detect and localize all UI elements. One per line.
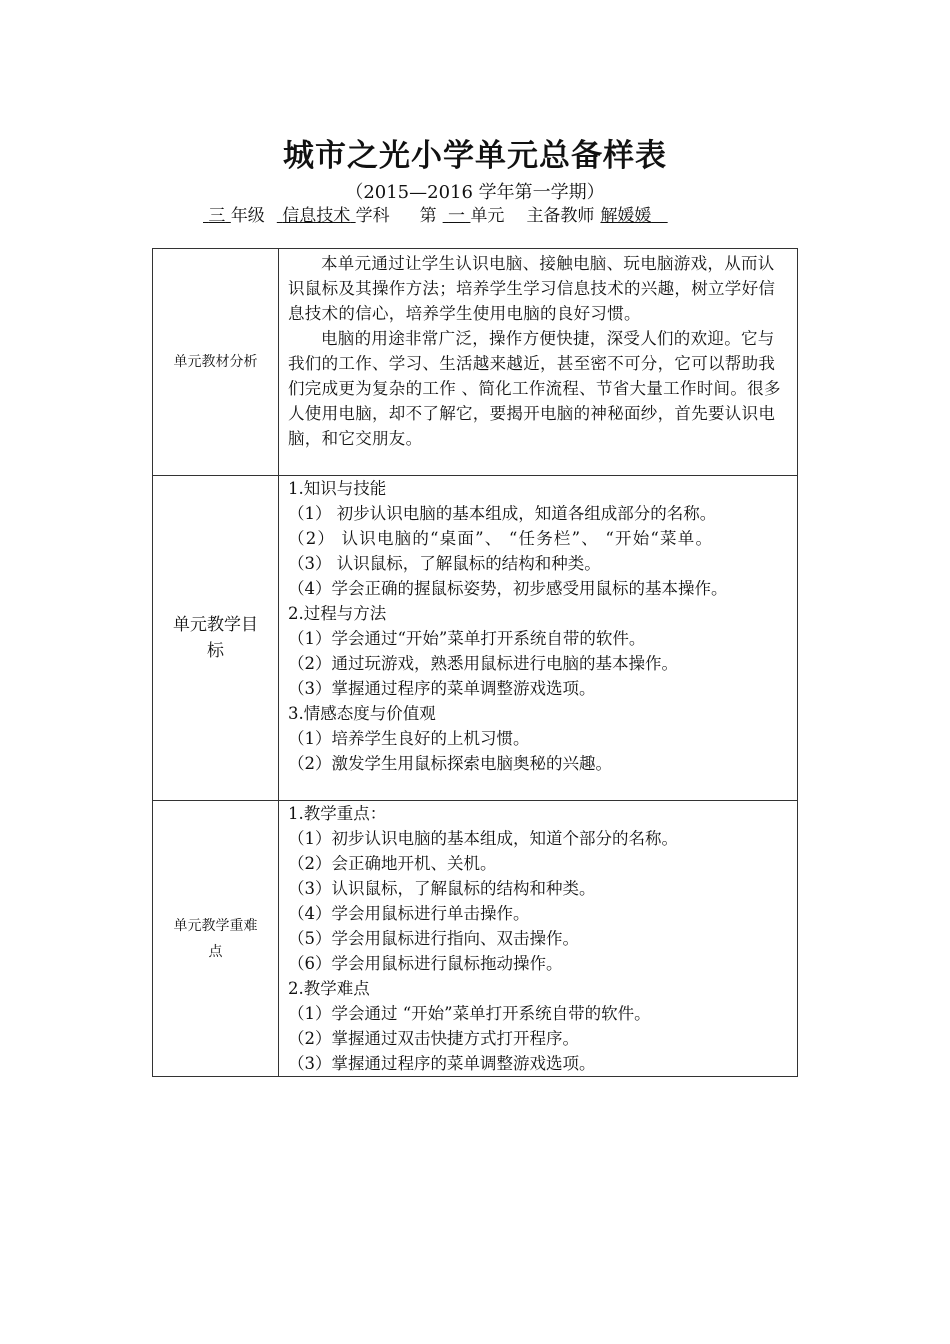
key-points-item: （4）学会用鼠标进行单击操作。 [288, 904, 530, 923]
table-row-analysis [153, 249, 798, 476]
key-points-item: （1）初步认识电脑的基本组成，知道个部分的名称。 [288, 829, 678, 848]
analysis-paragraph: 本单元通过让学生认识电脑、接触电脑、玩电脑游戏，从而认识鼠标及其操作方法；培养学生学习信息技术的兴趣，树立学好信息技术的信心，培养学生使用电脑的良好习惯。 [288, 254, 776, 323]
goals-item: （1） 初步认识电脑的基本组成，知道各组成部分的名称。 [288, 504, 717, 523]
analysis-content [279, 249, 798, 476]
goals-item: 3.情感态度与价值观 [288, 704, 436, 723]
key-points-item: （1）学会通过 “开始”菜单打开系统自带的软件。 [288, 1004, 651, 1023]
table-row-key-points [153, 801, 798, 1077]
unit-prefix: 第 [419, 206, 437, 226]
analysis-label: 单元教材分析 [153, 249, 279, 476]
page-title: 城市之光小学单元总备样表 [283, 138, 667, 174]
key-points-content [279, 801, 798, 1077]
goals-item: （4）学会正确的握鼠标姿势，初步感受用鼠标的基本操作。 [288, 579, 728, 598]
goals-item: （2）通过玩游戏，熟悉用鼠标进行电脑的基本操作。 [288, 654, 678, 673]
lesson-plan-table [152, 248, 798, 1077]
key-points-item: （3）认识鼠标，了解鼠标的结构和种类。 [288, 879, 596, 898]
subject-suffix: 学科 [355, 206, 390, 226]
teacher-value: 解媛媛 [600, 206, 652, 226]
key-points-item: 1.教学重点： [288, 804, 387, 823]
key-points-item: （6）学会用鼠标进行鼠标拖动操作。 [288, 954, 563, 973]
unit-value: 一 [448, 206, 466, 226]
key-points-item: （2）会正确地开机、关机。 [288, 854, 497, 873]
goals-item: 2.过程与方法 [288, 604, 387, 623]
goals-item: （1）培养学生良好的上机习惯。 [288, 729, 530, 748]
unit-suffix: 单元 [470, 206, 505, 226]
grade-suffix: 年级 [230, 206, 265, 226]
teacher-label: 主备教师 [526, 206, 595, 226]
key-points-item: （2）掌握通过双击快捷方式打开程序。 [288, 1029, 579, 1048]
goals-content [279, 476, 798, 801]
key-points-item: （3）掌握通过程序的菜单调整游戏选项。 [288, 1054, 596, 1073]
key-points-item: （5）学会用鼠标进行指向、双击操作。 [288, 929, 579, 948]
subject-value: 信息技术 [282, 206, 351, 226]
goals-item: （3）掌握通过程序的菜单调整游戏选项。 [288, 679, 596, 698]
table-row-goals [153, 476, 798, 801]
key-points-item: 2.教学难点 [288, 979, 370, 998]
goals-label: 单元教学目 标 [153, 476, 279, 801]
analysis-paragraph: 电脑的用途非常广泛，操作方便快捷，深受人们的欢迎。它与我们的工作、学习、生活越来越近，甚至密不可分，它可以帮助我们完成更为复杂的工作 、简化工作流程、节省大量工作时间。很多人使用电脑，却不了解它，要揭开电脑的神秘面纱，首先要认识电脑，和它交朋友。 [288, 329, 781, 448]
header-meta-line [203, 201, 668, 226]
goals-item: （2）激发学生用鼠标探索电脑奥秘的兴趣。 [288, 754, 612, 773]
goals-item: （3） 认识鼠标，了解鼠标的结构和种类。 [288, 554, 601, 573]
goals-item: （1）学会通过“开始”菜单打开系统自带的软件。 [288, 629, 646, 648]
term-subtitle: （2015—2016 学年第一学期） [345, 182, 605, 203]
grade-value: 三 [208, 206, 226, 226]
key-points-label: 单元教学重难 点 [153, 801, 279, 1077]
goals-item: （2） 认识电脑的“桌面”、 “任务栏”、 “开始“菜单。 [288, 529, 714, 548]
goals-item: 1.知识与技能 [288, 479, 387, 498]
